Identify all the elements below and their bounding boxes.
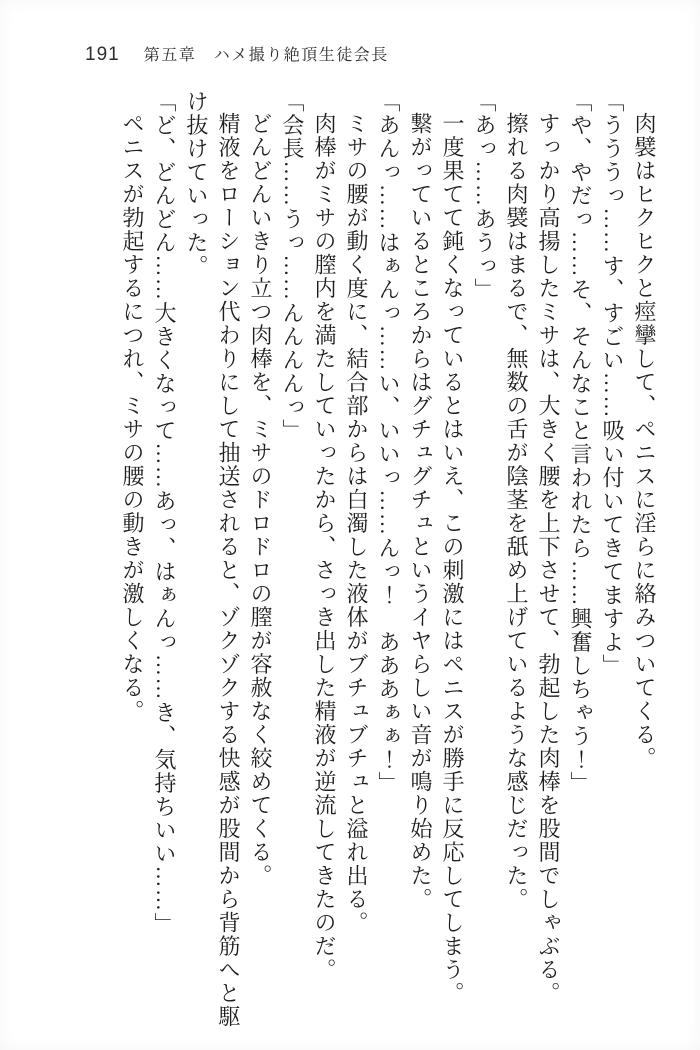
paragraph: 肉棒がミサの膣内を満たしていったから、さっき出した精液が逆流してきたのだ。 (312, 112, 337, 982)
paragraph: 精液をローション代わりにして抽送されると、ゾクゾクする快感が股間から背筋へと駆け抜けていった。 (184, 90, 241, 1029)
paragraph: 肉襞はヒクヒクと痙攣して、ペニスに淫らに絡みついてくる。 (632, 112, 657, 770)
paragraph: 「ど、どんどん……大きくなって……あっ、はぁんっ……き、気持ちいい……」 (152, 90, 177, 936)
paragraph: 「あっ……あうっ」 (472, 90, 497, 302)
paragraph: 「や、やだっ……そ、そんなこと言われたら……興奮しちゃう！」 (568, 90, 593, 795)
paragraph: 「うううっ……す、すごい……吸い付いてきてますよ」 (600, 90, 625, 678)
paragraph: 「あんっ……はぁんっ……い、いいっ……んっ！ あああぁぁ！」 (376, 90, 401, 795)
paragraph: すっかり高揚したミサは、大きく腰を上下させて、勃起した肉棒を股間でしゃぶる。 (536, 112, 561, 1005)
chapter-title: 第五章 ハメ撮り絶頂生徒会長 (143, 47, 389, 64)
running-head (85, 42, 389, 66)
paragraph: ミサの腰が動く度に、結合部からは白濁した液体がブチュブチュと溢れ出る。 (344, 112, 369, 935)
paragraph: どんどんいきり立つ肉棒を、ミサのドロドロの膣が容赦なく絞めてくる。 (248, 112, 273, 888)
paragraph: 「会長……うっ……んんんんっ」 (280, 90, 305, 443)
paragraph: ペニスが勃起するにつれ、ミサの腰の動きが激しくなる。 (120, 112, 145, 723)
page-number: 191 (85, 44, 120, 65)
text-block (116, 90, 660, 1030)
paragraph: 繋がっているところからはグチュグチュというイヤらしい音が鳴り始めた。 (408, 112, 433, 911)
paragraph: 一度果てて鈍くなっているとはいえ、この刺激にはペニスが勝手に反応してしまう。 (440, 112, 465, 1005)
paragraph: 擦れる肉襞はまるで、無数の舌が陰茎を舐め上げているような感じだった。 (504, 112, 529, 911)
